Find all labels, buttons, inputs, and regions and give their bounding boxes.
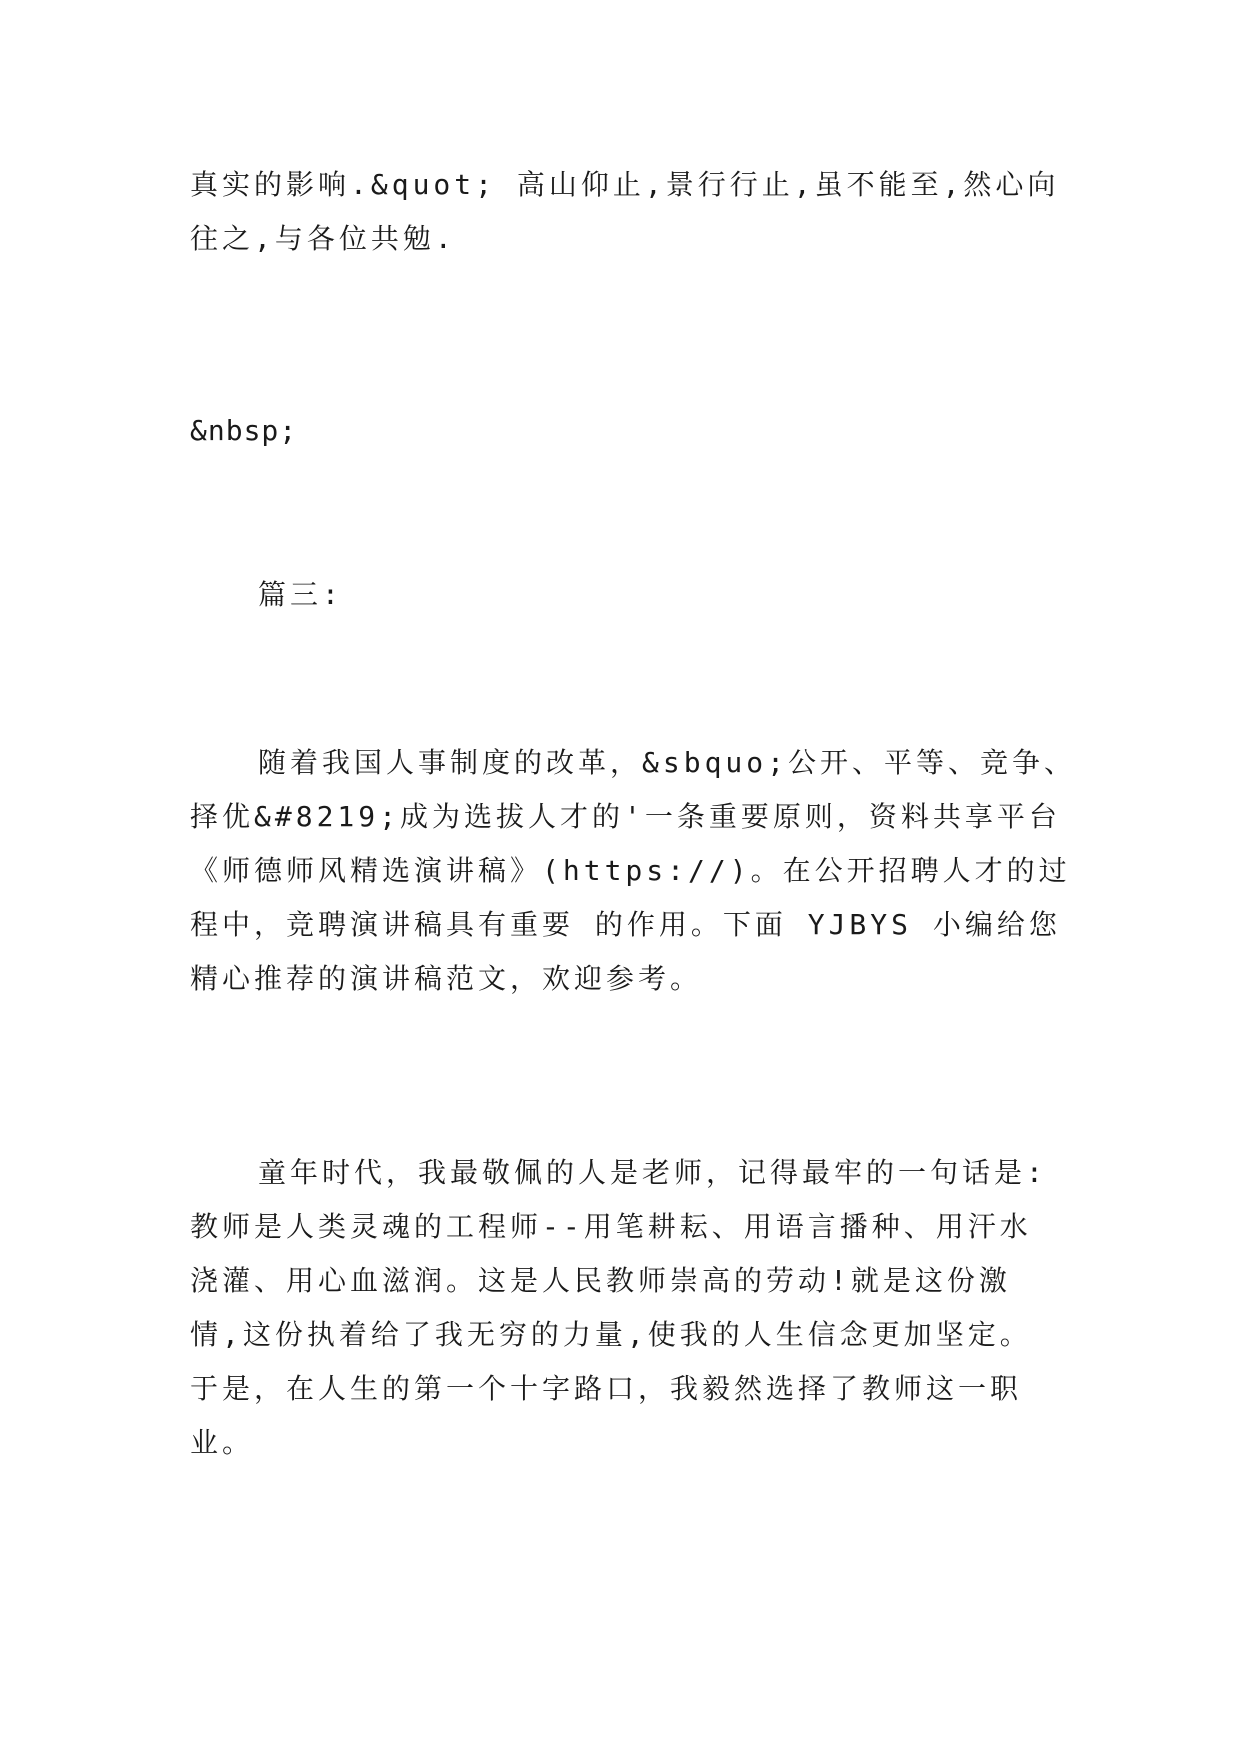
text-line: 业。	[190, 1426, 255, 1459]
paragraph-nbsp	[190, 404, 1070, 458]
text-line: 择优&#8219;成为选拔人才的'一条重要原则，资料共享平台	[190, 800, 1061, 833]
text-line: 浇灌、用心血滋润。这是人民教师崇高的劳动!就是这份激	[190, 1264, 1011, 1297]
text-line: &nbsp;	[190, 414, 298, 447]
text-line: 程中，竞聘演讲稿具有重要 的作用。下面 YJBYS 小编给您	[190, 908, 1061, 941]
text-line: 《师德师风精选演讲稿》(https://)。在公开招聘人才的过	[190, 854, 1071, 887]
text-line: 于是，在人生的第一个十字路口，我毅然选择了教师这一职	[190, 1372, 1023, 1405]
text-line: 随着我国人事制度的改革，&sbquo;公开、平等、竞争、	[258, 746, 1077, 779]
text-line: 往之,与各位共勉.	[190, 222, 456, 255]
paragraph-childhood	[190, 1146, 1070, 1470]
text-line: 童年时代，我最敬佩的人是老师，记得最牢的一句话是:	[258, 1156, 1047, 1189]
paragraph-intro	[190, 736, 1077, 1006]
section-heading	[190, 568, 1070, 622]
text-line: 情,这份执着给了我无穷的力量,使我的人生信念更加坚定。	[190, 1318, 1032, 1351]
section-title: 篇三:	[258, 578, 343, 611]
text-line: 教师是人类灵魂的工程师--用笔耕耘、用语言播种、用汗水	[190, 1210, 1032, 1243]
paragraph-closing	[190, 158, 1070, 266]
text-line: 真实的影响.&quot; 高山仰止,景行行止,虽不能至,然心向	[190, 168, 1060, 201]
text-line: 精心推荐的演讲稿范文，欢迎参考。	[190, 962, 703, 995]
